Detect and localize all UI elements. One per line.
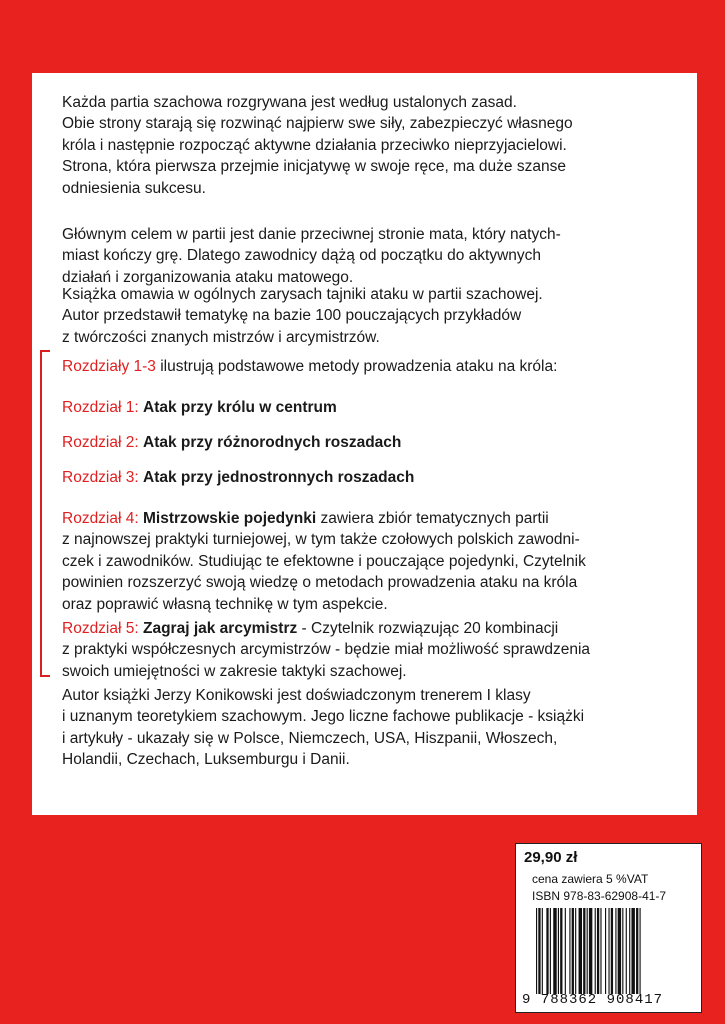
barcode-bar — [626, 908, 627, 994]
chapter-2-title: Atak przy różnorodnych roszadach — [143, 434, 402, 451]
chapters-intro-text: ilustrują podstawowe metody prowadzenia ataku na króla: — [155, 358, 558, 375]
chapter-4-label: Rozdział 4: — [62, 510, 139, 527]
barcode-bar — [615, 908, 616, 994]
price-isbn-box — [515, 843, 702, 1013]
barcode-bar — [550, 908, 551, 994]
chapter-3-title: Atak przy jednostronnych roszadach — [143, 469, 415, 486]
author-line: Autor książki Jerzy Konikowski jest doświadczonym trenerem I klasy — [62, 687, 531, 704]
barcode-bar — [575, 908, 576, 994]
barcode-bar — [579, 908, 582, 994]
goal-line: miast kończy grę. Dlatego zawodnicy dążą od początku do aktywnych — [62, 247, 542, 265]
chapter-3-label: Rozdział 3: — [62, 469, 139, 486]
isbn-label: ISBN 978-83-62908-41-7 — [532, 889, 667, 903]
barcode-bar — [608, 908, 609, 994]
barcode-bar — [640, 908, 641, 994]
barcode-bar — [587, 908, 588, 994]
barcode-bar — [636, 908, 638, 994]
barcode-bar — [631, 908, 634, 994]
chapter-4-line: oraz poprawić własną technikę w tym aspekcie. — [62, 595, 388, 613]
barcode-bar — [597, 908, 599, 994]
chapters-intro — [62, 356, 672, 377]
intro-line: odniesienia sukcesu. — [62, 179, 206, 197]
about-line: Książka omawia w ogólnych zarysach tajniki ataku w partii szachowej. — [62, 286, 543, 303]
chapter-2-label: Rozdział 2: — [62, 434, 139, 451]
intro-line: króla i następnie rozpocząć aktywne działania przeciwko nieprzyjacielowi. — [62, 136, 567, 154]
author-line: Holandii, Czechach, Luksemburgu i Danii. — [62, 751, 350, 769]
author-line: i artykuły - ukazały się w Polsce, Niemczech, USA, Hiszpanii, Włoszech, — [62, 729, 558, 747]
goal-paragraph — [62, 224, 672, 288]
barcode-bar — [553, 908, 556, 994]
chapter-4-line: powinien rozszerzyć swoją wiedzę o metodach prowadzenia ataku na króla — [62, 574, 578, 592]
goal-line: Głównym celem w partii jest danie przeciwnej stronie mata, który natych- — [62, 226, 561, 243]
barcode-bar — [542, 908, 543, 994]
author-line: i uznanym teoretykiem szachowym. Jego liczne fachowe publikacje - książki — [62, 708, 585, 726]
chapter-4-text: zawiera zbiór tematycznych partii — [316, 510, 549, 527]
chapters-range-label: Rozdziały 1-3 — [62, 358, 156, 375]
chapter-5-label: Rozdział 5: — [62, 620, 139, 637]
vat-label: cena zawiera 5 %VAT — [532, 872, 649, 886]
chapter-4-line: czek i zawodników. Studiując te efektowne i pouczające pojedynki, Czytelnik — [62, 552, 586, 570]
intro-line: Strona, która pierwsza przejmie inicjatywę w swoje ręce, ma duże szanse — [62, 158, 566, 176]
chapter-5-text: - Czytelnik rozwiązując 20 kombinacji — [297, 620, 559, 637]
chapter-4-line: z najnowszej praktyki turniejowej, w tym także czołowych polskich zawodni- — [62, 531, 580, 549]
barcode-image — [536, 908, 688, 994]
price-label: 29,90 zł — [524, 849, 578, 866]
barcode-bar — [595, 908, 596, 994]
barcode-bar — [629, 908, 630, 994]
barcode-bar — [558, 908, 559, 994]
intro-line: Obie strony starają się rozwinąć najpierw swe siły, zabezpieczyć własnego — [62, 115, 573, 133]
chapters-bracket — [40, 350, 50, 677]
chapter-3 — [62, 467, 672, 488]
chapter-1-label: Rozdział 1: — [62, 399, 139, 416]
chapter-5-line: swoich umiejętności w zakresie taktyki szachowej. — [62, 662, 407, 680]
barcode-bar — [572, 908, 574, 994]
chapter-4-title: Mistrzowskie pojedynki — [143, 510, 317, 527]
barcode-bar — [546, 908, 548, 994]
about-line: z twórczości znanych mistrzów i arcymistrzów. — [62, 328, 380, 346]
goal-line: działań i zorganizowania ataku matowego. — [62, 268, 354, 286]
chapter-2 — [62, 432, 672, 453]
barcode-bar — [560, 908, 562, 994]
about-line: Autor przedstawił tematykę na bazie 100 pouczających przykładów — [62, 307, 522, 325]
about-paragraph — [62, 284, 672, 348]
barcode-bar — [622, 908, 623, 994]
barcode-bar — [583, 908, 585, 994]
barcode-bar — [536, 908, 537, 994]
chapter-4 — [62, 508, 672, 615]
barcode-bar — [569, 908, 570, 994]
intro-line: Każda partia szachowa rozgrywana jest według ustalonych zasad. — [62, 94, 517, 111]
barcode-bar — [565, 908, 566, 994]
chapter-5-title: Zagraj jak arcymistrz — [143, 620, 298, 637]
chapter-1-title: Atak przy królu w centrum — [143, 399, 337, 416]
barcode-bar — [538, 908, 540, 994]
chapter-1 — [62, 397, 672, 418]
barcode-bar — [600, 908, 601, 994]
barcode-bar — [605, 908, 606, 994]
chapter-5 — [62, 618, 672, 682]
barcode-bar — [611, 908, 613, 994]
barcode-bar — [589, 908, 592, 994]
chapter-5-line: z praktyki współczesnych arcymistrzów - będzie miał możliwość sprawdzenia — [62, 641, 591, 659]
barcode-number: 9 788362 908417 — [522, 992, 664, 1008]
author-paragraph — [62, 685, 672, 771]
barcode-bar — [618, 908, 621, 994]
intro-paragraph — [62, 92, 672, 199]
